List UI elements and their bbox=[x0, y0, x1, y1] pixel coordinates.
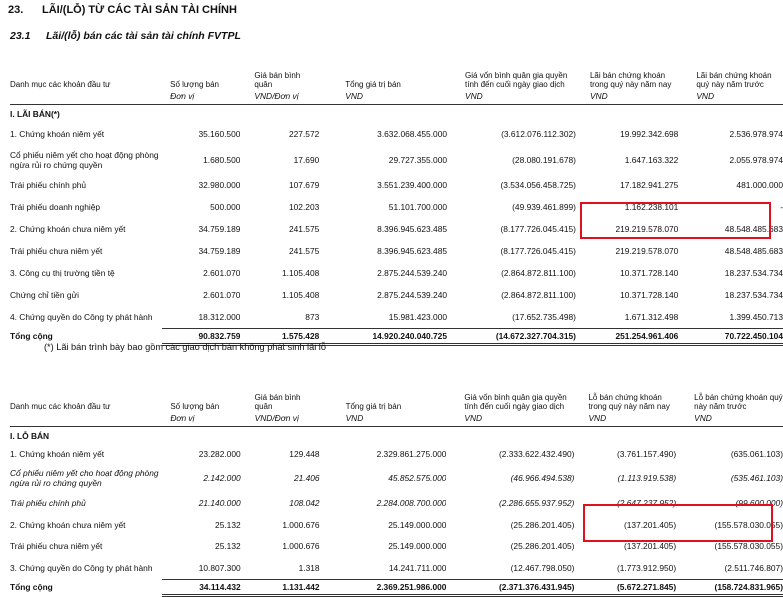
total-c6: 70.722.450.104 bbox=[678, 328, 783, 344]
row-c3: 2.875.244.539.240 bbox=[377, 268, 448, 278]
header-total-sales-value: Tổng giá trị bán bbox=[345, 80, 401, 90]
row-c1: 10.807.300 bbox=[198, 562, 241, 573]
row-c4: (8.177.726.045.415) bbox=[500, 224, 576, 234]
row-c5: 17.182.941.275 bbox=[620, 180, 679, 190]
table-row bbox=[10, 306, 783, 328]
row-c1: 18.312.000 bbox=[198, 311, 241, 322]
header-gain-prior-year-quarter: Lãi bán chứng khoán quý này năm trước bbox=[696, 70, 772, 90]
row-c6: 2.536.978.974 bbox=[729, 129, 783, 139]
row-c2: 227.572 bbox=[288, 129, 320, 139]
table-row bbox=[10, 444, 783, 464]
row-c4: (2.286.655.937.952) bbox=[499, 498, 575, 508]
table-row bbox=[10, 122, 783, 146]
row-c5: 10.371.728.140 bbox=[620, 290, 679, 300]
row-c1: 35.160.500 bbox=[198, 129, 241, 139]
row-c1: 34.759.189 bbox=[198, 246, 241, 256]
section-label: I. LỖ BÁN bbox=[10, 431, 50, 442]
row-c6: 18.237.534.734 bbox=[724, 290, 783, 300]
row-c1: 1.680.500 bbox=[203, 155, 241, 165]
row-name: Trái phiếu chưa niêm yết bbox=[10, 541, 103, 551]
table-row bbox=[10, 262, 783, 284]
total-c5: 251.254.961.406 bbox=[576, 328, 678, 344]
row-c4: (25.286.201.405) bbox=[510, 541, 575, 551]
table-header-row bbox=[10, 54, 783, 90]
row-c1: 25.132 bbox=[215, 519, 241, 530]
total-c4: (14.672.327.704.315) bbox=[447, 328, 576, 344]
footnote: (*) Lãi bán trình bày bao gồm các giao dịch bán không phát sinh lãi lỗ bbox=[44, 342, 326, 352]
row-c2: 1.000.676 bbox=[282, 541, 320, 551]
row-c2: 241.575 bbox=[288, 246, 320, 256]
row-c4: (2.864.872.811.100) bbox=[501, 268, 576, 278]
header-total-sales-value: Tổng giá trị bán bbox=[345, 402, 402, 412]
row-c4: (3.612.076.112.302) bbox=[501, 129, 576, 139]
row-c2: 873 bbox=[305, 311, 320, 322]
header-average-price: Giá bán bình quân bbox=[254, 392, 301, 412]
section-heading bbox=[8, 4, 237, 16]
section-row bbox=[10, 104, 783, 122]
row-c6: 2.055.978.974 bbox=[729, 155, 783, 165]
table-row bbox=[10, 174, 783, 196]
unit-c2: VND/Đơn vị bbox=[241, 412, 320, 426]
row-c4: (46.966.494.538) bbox=[510, 473, 575, 483]
row-c3: 2.875.244.539.240 bbox=[377, 290, 448, 300]
row-c1: 34.759.189 bbox=[198, 224, 241, 234]
table-row bbox=[10, 240, 783, 262]
total-row bbox=[10, 579, 783, 595]
highlight-box-gains-unlisted bbox=[580, 202, 771, 239]
row-name: Chứng chỉ tiền gửi bbox=[10, 290, 79, 300]
row-c3: 8.396.945.623.485 bbox=[377, 224, 448, 234]
row-name: Trái phiếu chính phủ bbox=[10, 498, 86, 508]
row-name: Trái phiếu chưa niêm yết bbox=[10, 246, 103, 256]
unit-c2: VND/Đơn vị bbox=[240, 90, 319, 104]
row-c1: 2.601.070 bbox=[203, 268, 241, 278]
total-c2: 1.131.442 bbox=[241, 579, 320, 595]
row-c3: 15.981.423.000 bbox=[388, 311, 448, 322]
row-c4: (2.333.622.432.490) bbox=[499, 449, 575, 459]
table-row bbox=[10, 464, 783, 492]
header-quantity-sold: Số lượng bán bbox=[170, 402, 220, 412]
row-c3: 2.284.008.700.000 bbox=[376, 498, 447, 508]
row-c4: (12.467.798.050) bbox=[510, 562, 575, 573]
section-number: 23. bbox=[8, 4, 24, 16]
row-c1: 500.000 bbox=[210, 202, 241, 212]
unit-c3: VND bbox=[319, 90, 447, 104]
header-loss-prior-year-quarter: Lỗ bán chứng khoán quý này năm trước bbox=[694, 392, 783, 412]
row-c6: 481.000.000 bbox=[736, 180, 783, 190]
table-row bbox=[10, 557, 783, 579]
row-c5: 1.647.163.322 bbox=[624, 155, 679, 165]
row-c2: 108.042 bbox=[289, 498, 320, 508]
header-gain-this-quarter: Lãi bán chứng khoán trong quý này năm nay bbox=[589, 70, 672, 90]
header-average-price: Giá bán bình quân bbox=[254, 70, 301, 90]
row-c4: (3.534.056.458.725) bbox=[500, 180, 576, 190]
losses-table bbox=[10, 376, 783, 597]
total-c3: 14.920.240.040.725 bbox=[319, 328, 447, 344]
row-c3: 25.149.000.000 bbox=[388, 519, 447, 530]
total-label: Tổng cộng bbox=[10, 331, 53, 341]
section-label: I. LÃI BÁN(*) bbox=[10, 109, 60, 120]
row-name: Cổ phiếu niêm yết cho hoạt động phòng ngừa rủi ro chứng quyền bbox=[10, 150, 159, 170]
row-c2: 107.679 bbox=[288, 180, 320, 190]
row-c3: 25.149.000.000 bbox=[388, 541, 447, 551]
units-row bbox=[10, 412, 783, 426]
row-c6: (2.511.746.807) bbox=[724, 562, 783, 573]
row-c2: 102.203 bbox=[288, 202, 320, 212]
row-c3: 3.551.239.400.000 bbox=[377, 180, 448, 190]
row-c1: 25.132 bbox=[215, 541, 241, 551]
highlight-box-losses-unlisted bbox=[583, 504, 773, 542]
total-label: Tổng cộng bbox=[10, 582, 53, 592]
row-c5: 19.992.342.698 bbox=[620, 129, 679, 139]
row-c3: 8.396.945.623.485 bbox=[377, 246, 448, 256]
table-row bbox=[10, 284, 783, 306]
row-c1: 23.282.000 bbox=[198, 449, 241, 459]
subsection-heading bbox=[10, 30, 241, 42]
total-c4: (2.371.376.431.945) bbox=[446, 579, 574, 595]
row-c2: 1.000.676 bbox=[282, 519, 320, 530]
subsection-title: Lãi/(lỗ) bán các tài sản tài chính FVTPL bbox=[46, 30, 241, 42]
row-c6: 1.399.450.713 bbox=[729, 311, 783, 322]
total-c5: (5.672.271.845) bbox=[574, 579, 676, 595]
total-c2: 1.575.428 bbox=[240, 328, 319, 344]
unit-c5: VND bbox=[574, 412, 676, 426]
row-c2: 1.105.408 bbox=[282, 290, 320, 300]
section-row bbox=[10, 426, 783, 444]
row-c6: 18.237.534.734 bbox=[724, 268, 783, 278]
total-c6: (158.724.831.965) bbox=[676, 579, 783, 595]
total-c1: 90.832.759 bbox=[162, 328, 240, 344]
row-name: 4. Chứng quyền do Công ty phát hành bbox=[10, 312, 153, 322]
row-c6: (155.578.030.055) bbox=[714, 541, 783, 551]
row-c1: 32.980.000 bbox=[198, 180, 241, 190]
row-c3: 14.241.711.000 bbox=[388, 562, 447, 573]
row-name: Cổ phiếu niêm yết cho hoạt động phòng ngừa rủi ro chứng quyền bbox=[10, 468, 159, 488]
row-c5: 1.162.238.101 bbox=[624, 202, 679, 212]
header-weighted-average-cost: Giá vốn bình quân gia quyền tính đến cuối ngày giao dịch bbox=[465, 70, 568, 90]
header-quantity-sold: Số lượng bán bbox=[170, 80, 219, 90]
row-c6: (155.578.030.055) bbox=[714, 519, 783, 530]
row-name: Trái phiếu chính phủ bbox=[10, 180, 87, 190]
unit-c6: VND bbox=[678, 90, 783, 104]
row-c4: (28.080.191.678) bbox=[512, 155, 576, 165]
header-loss-this-quarter: Lỗ bán chứng khoán trong quý này năm nay bbox=[588, 392, 670, 412]
row-name: 2. Chứng khoán chưa niêm yết bbox=[10, 224, 126, 234]
gains-table bbox=[10, 54, 783, 346]
row-c3: 3.632.068.455.000 bbox=[377, 129, 448, 139]
row-c4: (25.286.201.405) bbox=[510, 519, 575, 530]
row-name: 1. Chứng khoán niêm yết bbox=[10, 449, 105, 459]
row-c4: (8.177.726.045.415) bbox=[500, 246, 576, 256]
row-c5: (137.201.405) bbox=[623, 541, 677, 551]
row-c5: (137.201.405) bbox=[623, 519, 677, 530]
row-c5: 10.371.728.140 bbox=[620, 268, 679, 278]
row-c5: 219.219.578.070 bbox=[615, 246, 679, 256]
section-title: LÃI/(LỖ) TỪ CÁC TÀI SẢN TÀI CHÍNH bbox=[42, 4, 237, 16]
row-c6: (99.600.000) bbox=[735, 498, 783, 508]
unit-c4: VND bbox=[447, 90, 576, 104]
row-c2: 1.318 bbox=[298, 562, 320, 573]
row-c2: 21.406 bbox=[293, 473, 320, 483]
table-header-row bbox=[10, 376, 783, 412]
row-c3: 45.852.575.000 bbox=[388, 473, 447, 483]
header-weighted-average-cost: Giá vốn bình quân gia quyền tính đến cuối ngày giao dịch bbox=[464, 392, 567, 412]
row-c1: 2.601.070 bbox=[203, 290, 241, 300]
row-c3: 51.101.700.000 bbox=[388, 202, 448, 212]
row-c1: 21.140.000 bbox=[198, 498, 241, 508]
row-c4: (49.939.461.899) bbox=[512, 202, 576, 212]
unit-c1: Đơn vị bbox=[162, 412, 240, 426]
unit-c5: VND bbox=[576, 90, 678, 104]
header-investment-category: Danh mục các khoản đầu tư bbox=[10, 80, 111, 90]
row-c6: (535.461.103) bbox=[730, 473, 783, 483]
units-row bbox=[10, 90, 783, 104]
row-name: 1. Chứng khoán niêm yết bbox=[10, 129, 105, 139]
row-c4: (17.652.735.498) bbox=[512, 311, 576, 322]
row-c2: 129.448 bbox=[289, 449, 320, 459]
row-c5: 1.671.312.498 bbox=[624, 311, 679, 322]
subsection-number: 23.1 bbox=[10, 30, 31, 42]
row-c6: 48.548.485.683 bbox=[724, 246, 783, 256]
row-c2: 17.690 bbox=[293, 155, 320, 165]
row-c5: (3.761.157.490) bbox=[616, 449, 677, 459]
row-c2: 241.575 bbox=[288, 224, 320, 234]
row-c1: 2.142.000 bbox=[203, 473, 241, 483]
table-row bbox=[10, 146, 783, 174]
total-c1: 34.114.432 bbox=[162, 579, 240, 595]
row-c6: (635.061.103) bbox=[730, 449, 783, 459]
row-c4: (2.864.872.811.100) bbox=[501, 290, 576, 300]
row-c3: 29.727.355.000 bbox=[388, 155, 448, 165]
row-c3: 2.329.861.275.000 bbox=[376, 449, 447, 459]
row-c2: 1.105.408 bbox=[282, 268, 320, 278]
unit-c6: VND bbox=[676, 412, 783, 426]
unit-c4: VND bbox=[446, 412, 574, 426]
unit-c3: VND bbox=[320, 412, 447, 426]
row-c6: - bbox=[780, 202, 783, 212]
row-c5: (1.113.919.538) bbox=[617, 473, 677, 483]
total-c3: 2.369.251.986.000 bbox=[320, 579, 447, 595]
row-c5: (1.773.912.950) bbox=[616, 562, 677, 573]
row-name: Trái phiếu doanh nghiệp bbox=[10, 202, 101, 212]
header-investment-category: Danh mục các khoản đầu tư bbox=[10, 402, 111, 412]
row-c5: (2.647.237.952) bbox=[616, 498, 677, 508]
unit-c1: Đơn vị bbox=[162, 90, 240, 104]
row-c5: 219.219.578.070 bbox=[615, 224, 679, 234]
row-c6: 48.548.485.683 bbox=[724, 224, 783, 234]
row-name: 3. Công cụ thị trường tiền tệ bbox=[10, 268, 115, 278]
row-name: 3. Chứng quyền do Công ty phát hành bbox=[10, 563, 153, 573]
row-name: 2. Chứng khoán chưa niêm yết bbox=[10, 519, 126, 530]
